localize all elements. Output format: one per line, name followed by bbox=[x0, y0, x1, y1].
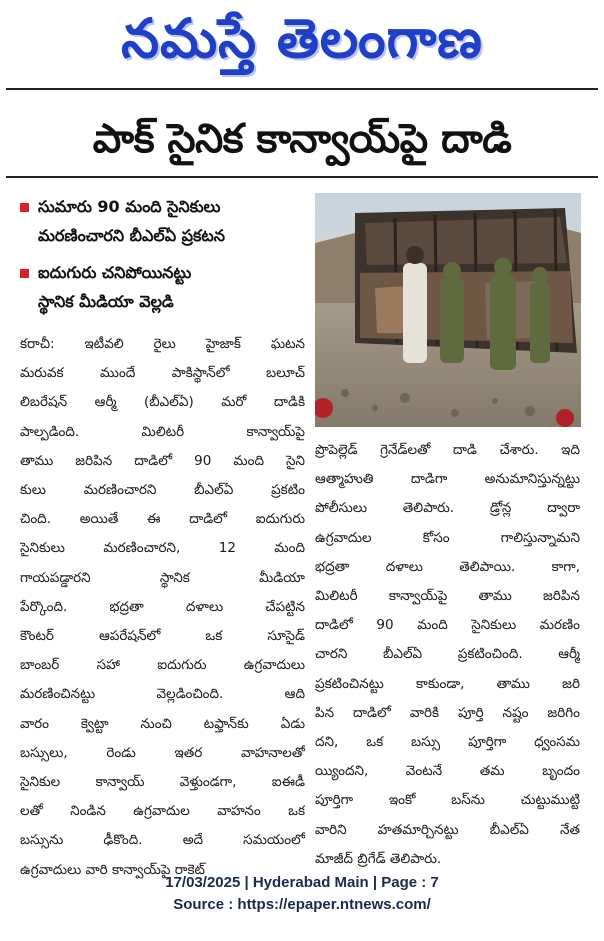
article-line: గాయపడ్డారని స్థానిక మీడియా bbox=[20, 569, 305, 586]
source-link[interactable]: Source : https://epaper.ntnews.com/ bbox=[173, 896, 431, 913]
bullet-line: ఐదుగురు చనిపోయినట్టు bbox=[38, 263, 192, 282]
highlight-bullets bbox=[20, 192, 310, 324]
article-line: ప్రొపెల్లెడ్ గ్రెనేడ్‌లతో దాడి చేశారు. ఇది bbox=[315, 442, 580, 458]
article-line: చారని బీఎల్ఏ ప్రకటించింది. ఆర్మీ bbox=[315, 646, 580, 663]
article-line: పేర్కొంది. భద్రతా దళాలు చేపట్టిన bbox=[20, 598, 305, 615]
article-line: ఉగ్రవాదుల కోసం గాలిస్తున్నామని bbox=[315, 529, 580, 546]
article-line: ఆత్మాహుతి దాడిగా అనుమానిస్తున్నట్టు bbox=[315, 471, 580, 488]
bullet-square-icon bbox=[20, 269, 29, 278]
burnt-bus-photo-image bbox=[315, 193, 581, 427]
news-photo bbox=[315, 193, 581, 427]
headline-divider bbox=[6, 176, 598, 178]
article-line: ప్రకటించినట్టు కాకుండా, తాము జరి bbox=[315, 675, 580, 692]
article-line: పాల్పడింది. మిలిటరీ కాన్వాయ్‌పై bbox=[20, 423, 305, 440]
article-line: కౌంటర్ ఆపరేషన్‌లో ఒక సూసైడ్ bbox=[20, 628, 305, 645]
article-line: మరువక ముందే పాకిస్థాన్‌లో బలూచ్ bbox=[20, 365, 305, 382]
article-line: దాడిలో 90 మంది సైనికులు మరణిం bbox=[315, 617, 580, 634]
article-line: య్యిందని, వెంటనే తమ బృందం bbox=[315, 763, 580, 780]
article-line: కరాచీ: ఇటీవలి రైలు హైజాక్ ఘటన bbox=[20, 336, 305, 352]
article-column-left bbox=[20, 330, 305, 885]
masthead-divider bbox=[6, 88, 598, 90]
article-line: చింది. అయితే ఈ దాడిలో ఐదుగురు bbox=[20, 511, 305, 528]
article-line: వారం క్వెట్టా నుంచి టఫ్తాన్‌కు ఏడు bbox=[20, 715, 305, 732]
bullet-line: స్థానిక మీడియా వెల్లడి bbox=[38, 292, 174, 311]
article-line: బాంబర్ సహా ఐదుగురు ఉగ్రవాదులు bbox=[20, 657, 305, 674]
article-line: దని, ఒక బస్సు పూర్తిగా ధ్వంసమ bbox=[315, 734, 580, 751]
article-line: సైనికుల కాన్వాయ్ వెళ్తుండగా, ఐఈడీ bbox=[20, 774, 305, 791]
article-line: బస్సును ఢీకొంది. అదే సమయంలో bbox=[20, 832, 305, 849]
article-line: లతో నిండిన ఉగ్రవాదుల వాహనం ఒక bbox=[20, 803, 305, 820]
article-line: మిలిటరీ కాన్వాయ్‌పై తాము జరిపిన bbox=[315, 588, 580, 605]
article-line: బస్సులు, రెండు ఇతర వాహనాలతో bbox=[20, 744, 305, 761]
article-line: కులు మరణించారని బీఎల్ఏ ప్రకటిం bbox=[20, 482, 305, 499]
article-line: భద్రతా దళాలు తెలిపాయి. కాగా, bbox=[315, 558, 580, 575]
article-column-right bbox=[315, 436, 580, 874]
edition-info: 17/03/2025 | Hyderabad Main | Page : 7 bbox=[165, 874, 439, 891]
masthead-title: నమస్తే తెలంగాణ bbox=[121, 7, 483, 70]
article-line: ఉగ్రవాదులు వారి కాన్వాయ్‌పై రాకెట్ bbox=[20, 861, 205, 878]
bullet-item bbox=[20, 258, 310, 316]
masthead bbox=[0, 4, 604, 74]
article-line: మాజీద్ బ్రిగేడ్ తెలిపారు. bbox=[315, 850, 442, 867]
article-line: సైనికులు మరణించారని, 12 మంది bbox=[20, 540, 305, 557]
bullet-line: మరణించారని బీఎల్ఏ ప్రకటన bbox=[38, 226, 225, 245]
article-line: వారిని హతమార్చినట్టు బీఎల్ఏ నేత bbox=[315, 821, 580, 838]
article-line: పోలీసులు తెలిపారు. డ్రోన్ల ద్వారా bbox=[315, 500, 580, 517]
article-line: పిన దాడిలో వారికి పూర్తి నష్టం జరిగిం bbox=[315, 704, 580, 721]
bullet-line: సుమారు 90 మంది సైనికులు bbox=[38, 197, 221, 216]
article-line: లిబరేషన్ ఆర్మీ (బీఎల్ఏ) మరో దాడికి bbox=[20, 394, 305, 411]
bullet-square-icon bbox=[20, 203, 29, 212]
article-line: తాము జరిపిన దాడిలో 90 మంది సైని bbox=[20, 452, 305, 469]
bullet-item bbox=[20, 192, 310, 250]
article-line: మరణించినట్టు వెల్లడించింది. ఆది bbox=[20, 686, 305, 703]
article-headline: పాక్ సైనిక కాన్వాయ్‌పై దాడి bbox=[92, 116, 512, 162]
page-footer bbox=[0, 872, 604, 916]
article-line: పూర్తిగా ఇంకో బస్‌ను చుట్టుముట్టి bbox=[315, 792, 580, 809]
